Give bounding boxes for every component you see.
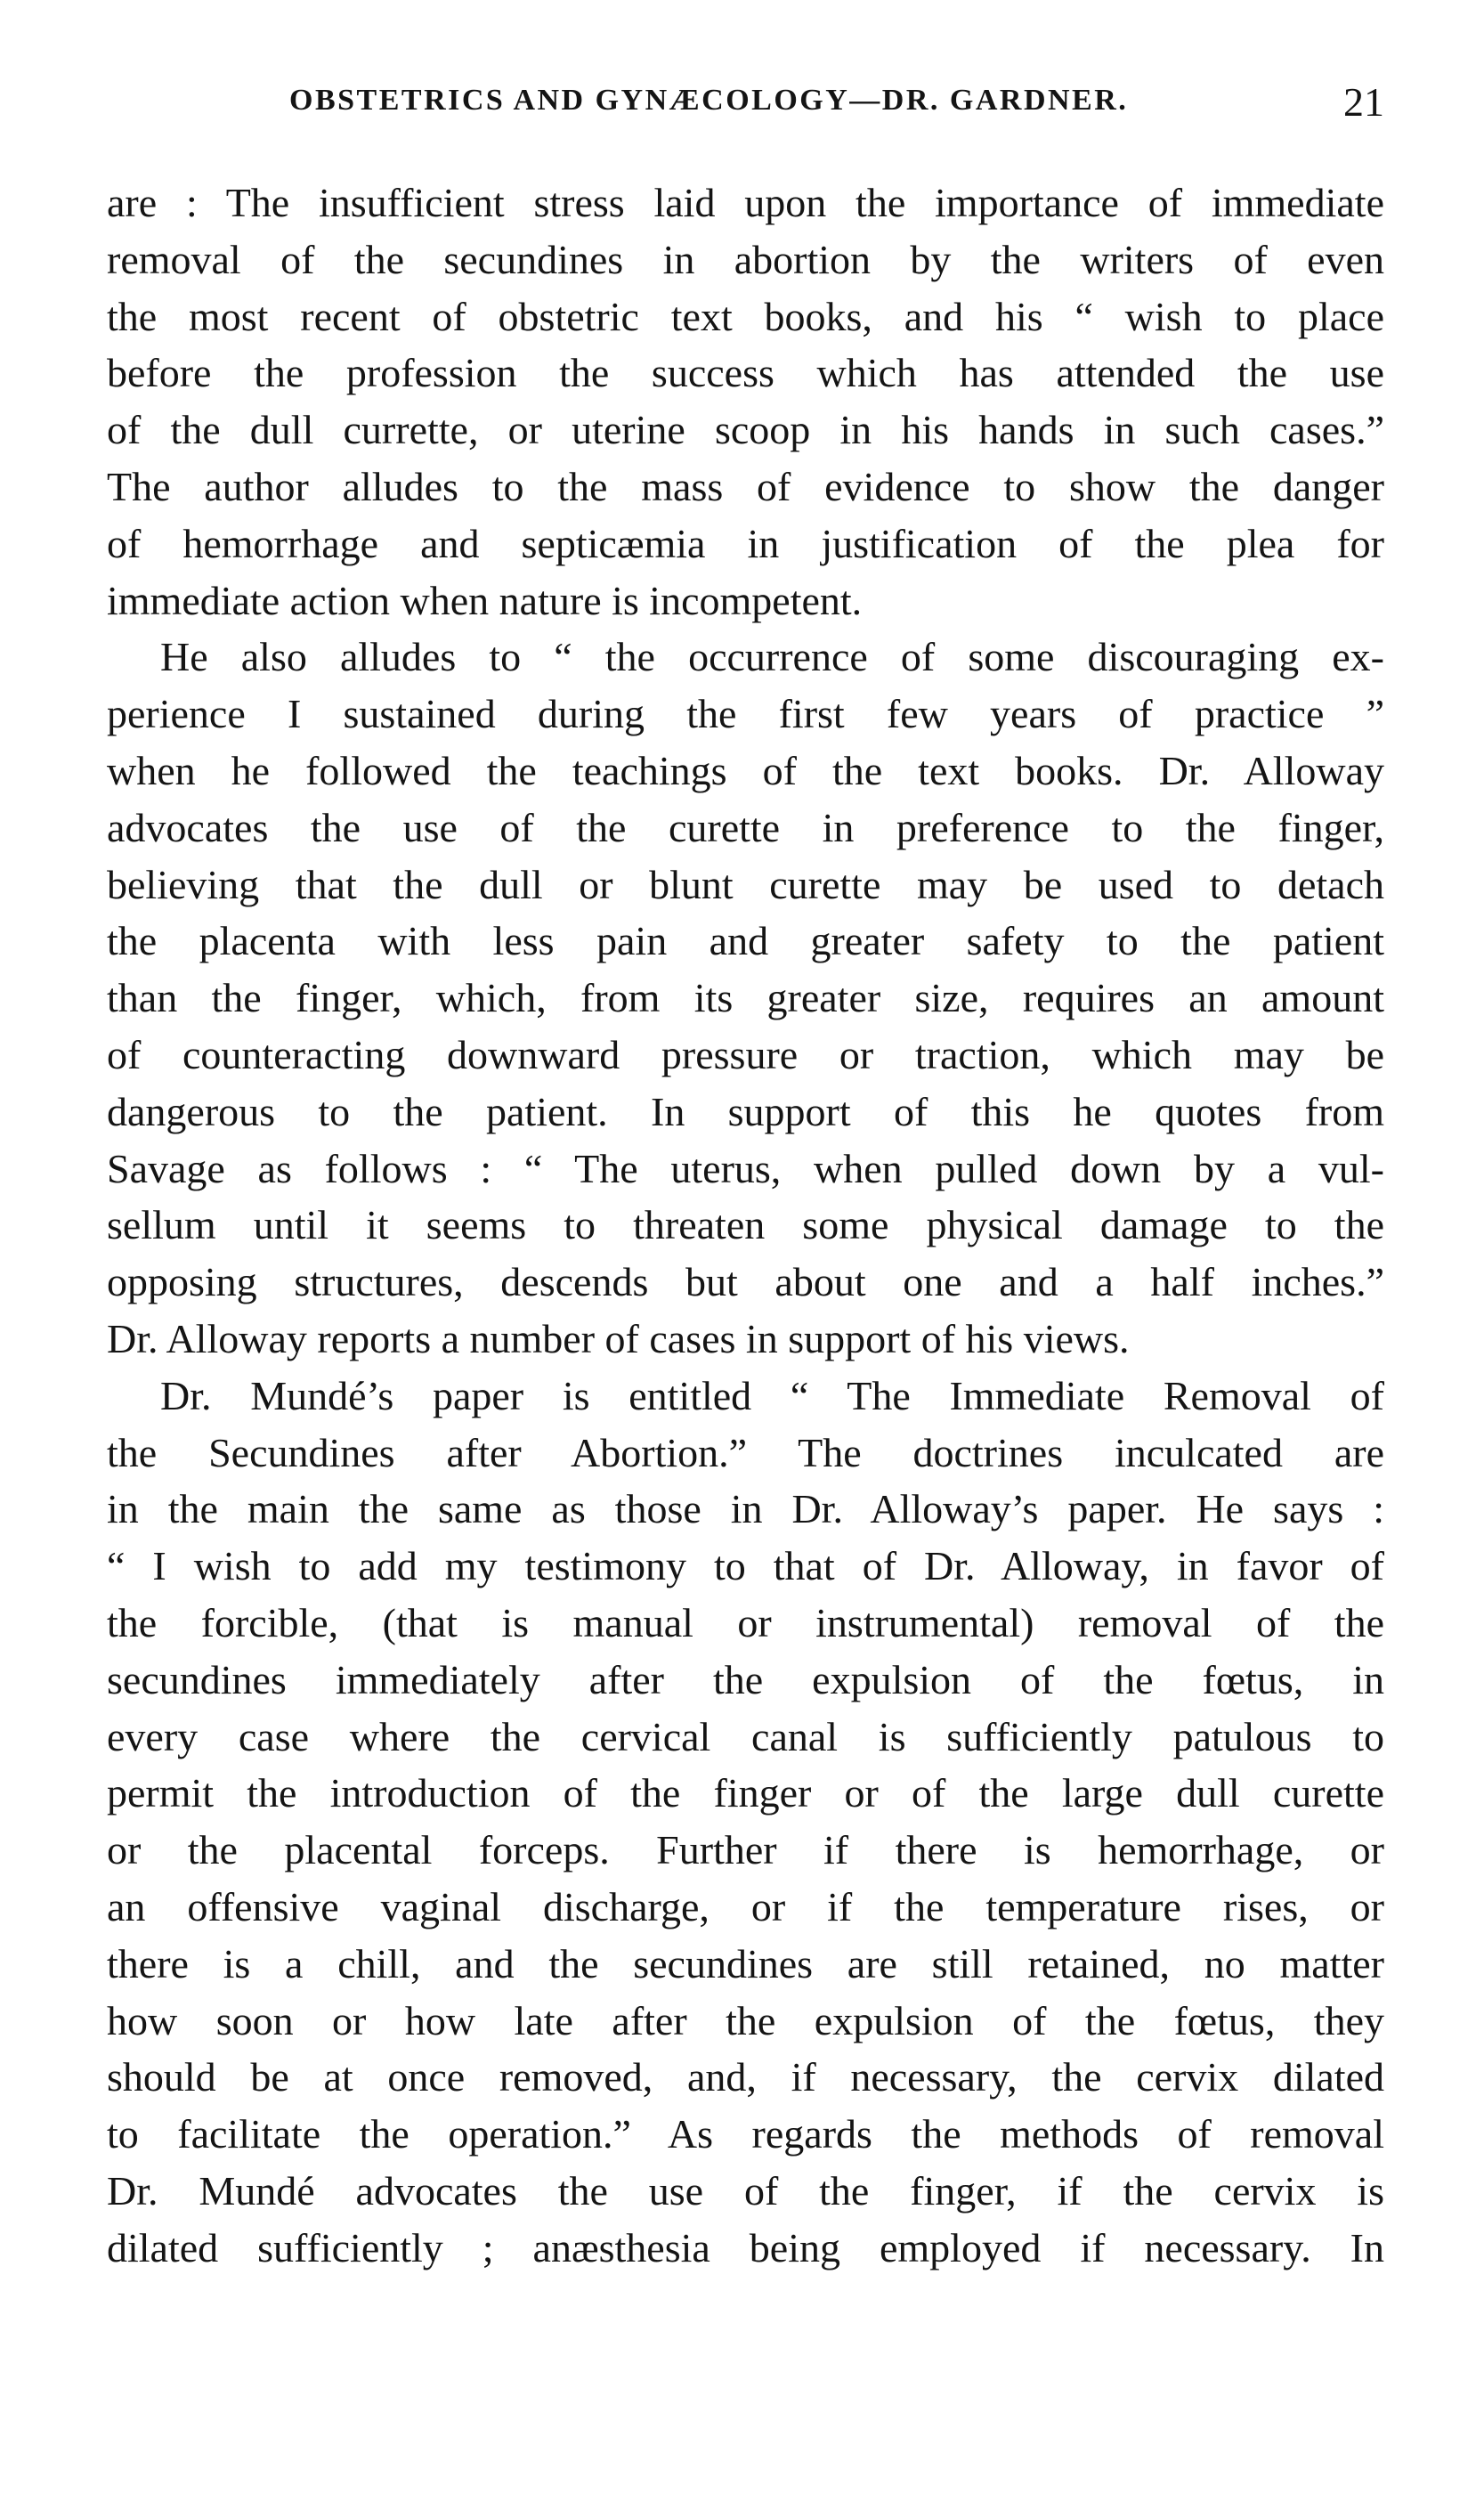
text-line: the Secundines after Abortion.” The doctrines inculcated are — [107, 1429, 1384, 1475]
text-line: permit the introduction of the finger or of the large dull curette — [107, 1770, 1384, 1816]
text-line: He also alludes to “ the occurrence of some discouraging ex- — [160, 634, 1384, 680]
text-line: Dr. Mundé advocates the use of the finger, if the cervix is — [107, 2167, 1384, 2214]
text-line: the forcible, (that is manual or instrumental) removal of the — [107, 1599, 1384, 1645]
text-line: secundines immediately after the expulsion of the fœtus, in — [107, 1656, 1384, 1702]
text-line: how soon or how late after the expulsion of the fœtus, they — [107, 1997, 1384, 2043]
text-line: in the main the same as those in Dr. Alloway’s paper. He says : — [107, 1486, 1384, 1532]
text-line: Dr. Alloway reports a number of cases in support of his views. — [107, 1315, 1130, 1361]
text-line: the placenta with less pain and greater safety to the patient — [107, 918, 1384, 964]
text-line: are : The insufficient stress laid upon the importance of immediate — [107, 180, 1384, 225]
text-line: an offensive vaginal discharge, or if the temperature rises, or — [107, 1883, 1384, 1929]
text-line: the most recent of obstetric text books, and his “ wish to place — [107, 293, 1384, 339]
text-line: before the profession the success which has attended the use — [107, 350, 1384, 396]
paragraph-2 — [107, 629, 1384, 1367]
text-line: The author alludes to the mass of evidence to show the danger — [107, 463, 1384, 509]
body-text — [107, 175, 1384, 2276]
text-line: should be at once removed, and, if necessary, the cervix dilated — [107, 2054, 1384, 2100]
text-line: opposing structures, descends but about one and a half inches.” — [107, 1259, 1384, 1305]
paragraph-3 — [107, 1368, 1384, 2277]
text-line: perience I sustained during the first few years of practice ” — [107, 691, 1384, 737]
text-line: Savage as follows : “ The uterus, when pulled down by a vul- — [107, 1145, 1384, 1191]
text-line: of the dull currette, or uterine scoop in his hands in such cases.” — [107, 407, 1384, 453]
text-line: of hemorrhage and septicæmia in justification of the plea for — [107, 520, 1384, 566]
text-line: “ I wish to add my testimony to that of Dr. Alloway, in favor of — [107, 1543, 1384, 1589]
text-line: dilated sufficiently ; anæsthesia being employed if necessary. In — [107, 2224, 1384, 2270]
text-line: advocates the use of the curette in preference to the finger, — [107, 804, 1384, 850]
paragraph-1 — [107, 175, 1384, 629]
text-line: of counteracting downward pressure or traction, which may be — [107, 1031, 1384, 1077]
page-number: 21 — [1343, 79, 1384, 125]
text-line: every case where the cervical canal is sufficiently patulous to — [107, 1713, 1384, 1759]
text-line: believing that the dull or blunt curette may be used to detach — [107, 861, 1384, 907]
running-head: OBSTETRICS AND GYNÆCOLOGY—DR. GARDNER. — [289, 84, 1129, 117]
text-line: sellum until it seems to threaten some physical damage to the — [107, 1202, 1384, 1248]
text-line: there is a chill, and the secundines are still retained, no matter — [107, 1940, 1384, 1986]
text-line: or the placental forceps. Further if there is hemorrhage, or — [107, 1827, 1384, 1873]
text-line: when he followed the teachings of the text books. Dr. Alloway — [107, 747, 1384, 793]
text-line: than the finger, which, from its greater size, requires an amount — [107, 975, 1384, 1021]
text-line: dangerous to the patient. In support of this he quotes from — [107, 1088, 1384, 1134]
text-line: removal of the secundines in abortion by the writers of even — [107, 236, 1384, 282]
page-header — [289, 78, 1384, 141]
text-line: immediate action when nature is incompetent. — [107, 577, 863, 623]
text-line: to facilitate the operation.” As regards the methods of removal — [107, 2111, 1384, 2157]
text-line: Dr. Mundé’s paper is entitled “ The Immediate Removal of — [160, 1372, 1384, 1418]
